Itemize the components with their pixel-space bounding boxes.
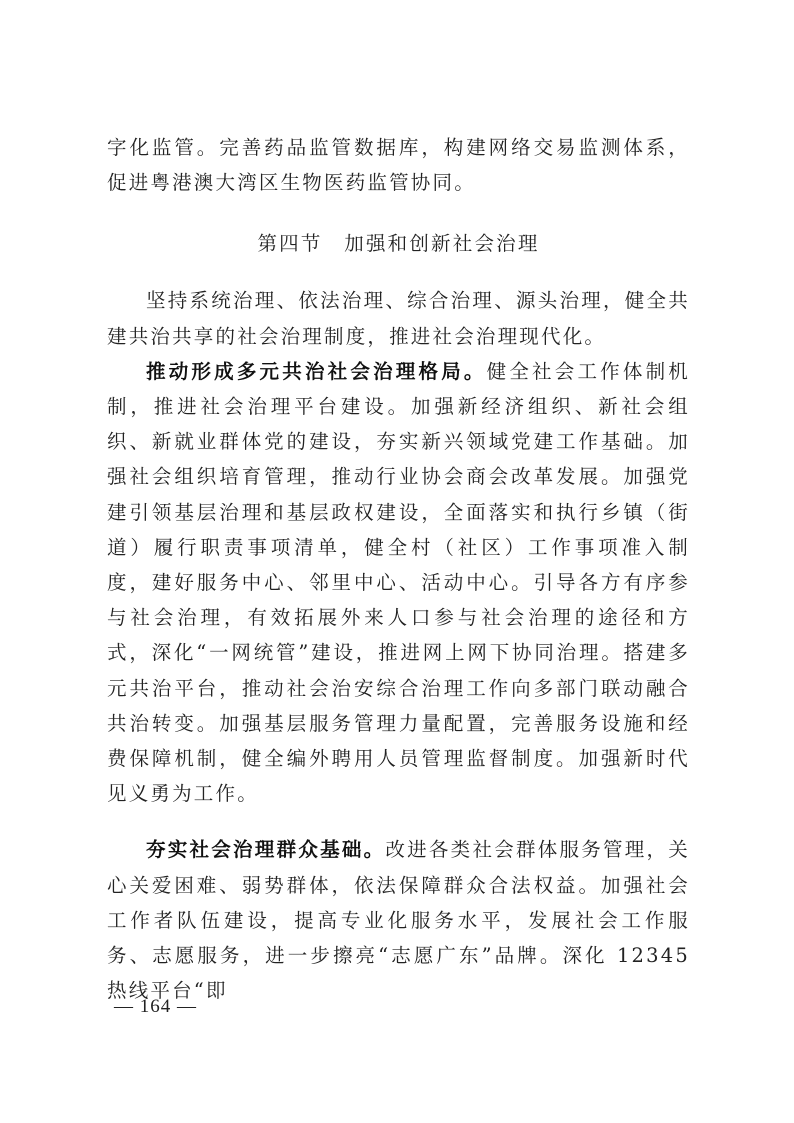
page-body	[107, 130, 690, 1008]
continuation-paragraph: 字化监管。完善药品监管数据库，构建网络交易监测体系，促进粤港澳大湾区生物医药监管协同。	[107, 136, 690, 195]
paragraph-body: 改进各类社会群体服务管理，关心关爱困难、弱势群体，依法保障群众合法权益。加强社会工作者队伍建设，提高专业化服务水平，发展社会工作服务、志愿服务，进一步擦亮“志愿广东”品牌。深化 12345 热线平台“即	[107, 838, 690, 1003]
intro-paragraph: 坚持系统治理、依法治理、综合治理、源头治理，健全共建共治共享的社会治理制度，推进社会治理现代化。	[107, 289, 690, 348]
paragraph-mass-foundation	[107, 832, 690, 1008]
paragraph-body: 健全社会工作体制机制，推进社会治理平台建设。加强新经济组织、新社会组织、新就业群体党的建设，夯实新兴领域党建工作基础。加强社会组织培育管理，推动行业协会商会改革发展。加强党建引领基层治理和基层政权建设，全面落实和执行乡镇（街道）履行职责事项清单，健全村（社区）工作事项准入制度，建好服务中心、邻里中心、活动中心。引导各方有序参与社会治理，有效拓展外来人口参与社会治理的途径和方式，深化“一网统管”建设，推进网上网下协同治理。搭建多元共治平台，推动社会治安综合治理工作向多部门联动融合共治转变。加强基层服务管理力量配置，完善服务设施和经费保障机制，健全编外聘用人员管理监督制度。加强新时代见义勇为工作。	[107, 359, 690, 806]
paragraph-lead-heading: 推动形成多元共治社会治理格局。	[146, 359, 487, 383]
page-number: — 164 —	[114, 996, 197, 1017]
paragraph-lead-heading: 夯实社会治理群众基础。	[146, 838, 386, 862]
paragraph-diverse-governance	[107, 354, 690, 812]
section-heading: 第四节 加强和创新社会治理	[257, 232, 540, 256]
